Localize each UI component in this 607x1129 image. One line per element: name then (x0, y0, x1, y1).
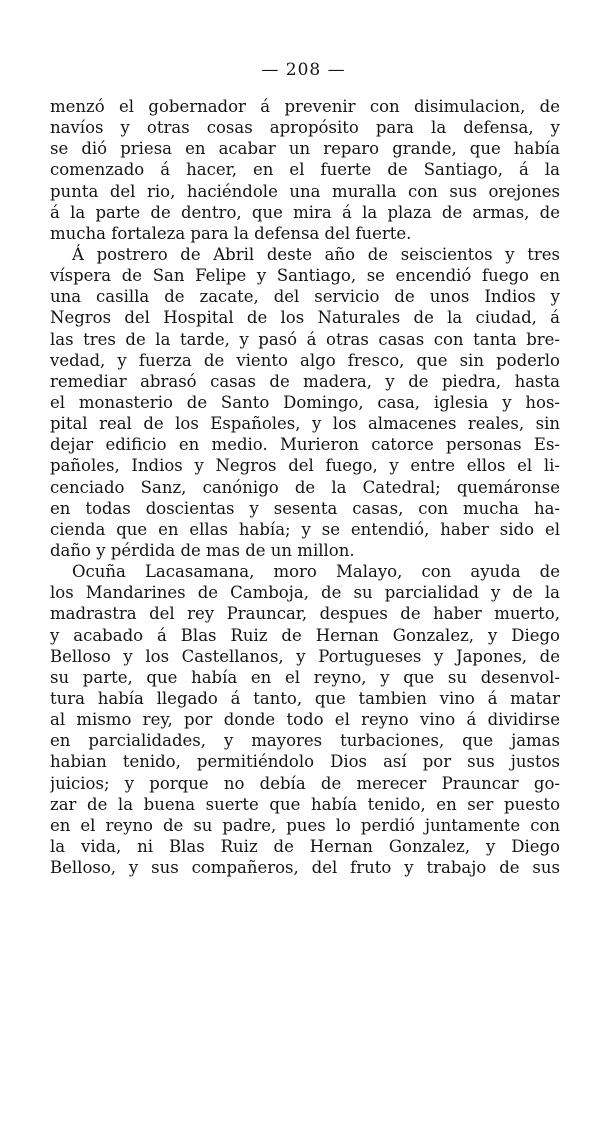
text-line: en todas doscientas y sesenta casas, con mucha ha- (50, 498, 560, 518)
paragraph-3 (50, 561, 560, 878)
text-line: vedad, y fuerza de viento algo fresco, que sin poderlo (50, 350, 560, 370)
text-line: Negros del Hospital de los Naturales de la ciudad, á (50, 308, 560, 328)
text-line: madrastra del rey Prauncar, despues de haber muerto, (50, 604, 560, 624)
text-line: el monasterio de Santo Domingo, casa, iglesia y hos- (50, 392, 560, 412)
text-line: pital real de los Españoles, y los almacenes reales, sin (50, 414, 560, 434)
text-line: dejar edificio en medio. Murieron catorce personas Es- (50, 435, 560, 455)
text-line: cienda que en ellas había; y se entendió, haber sido el (50, 519, 560, 539)
text-line: su parte, que había en el reyno, y que su desenvol- (50, 667, 560, 687)
text-line: cenciado Sanz, canónigo de la Catedral; quemáronse (50, 477, 560, 497)
text-line: en el reyno de su padre, pues lo perdió juntamente con (50, 815, 560, 835)
paragraph-1 (50, 96, 560, 244)
text-line: y acabado á Blas Ruiz de Hernan Gonzalez, y Diego (50, 625, 560, 645)
text-line: menzó el gobernador á prevenir con disimulacion, de (50, 97, 560, 116)
text-line: en parcialidades, y mayores turbaciones, que jamas (50, 731, 560, 751)
body-text (50, 96, 560, 878)
text-line: navíos y otras cosas apropósito para la defensa, y (50, 118, 560, 138)
text-line: daño y pérdida de mas de un millon. (50, 540, 355, 560)
text-line: Á postrero de Abril deste año de seiscientos y tres (72, 244, 560, 264)
text-line: una casilla de zacate, del servicio de unos Indios y (50, 287, 560, 307)
text-line: víspera de San Felipe y Santiago, se encendió fuego en (50, 266, 560, 286)
text-line: á la parte de dentro, que mira á la plaza de armas, de (50, 202, 560, 222)
text-line: Ocuña Lacasamana, moro Malayo, con ayuda de (72, 562, 560, 582)
text-line: los Mandarines de Camboja, de su parcialidad y de la (50, 583, 560, 603)
text-line: comenzado á hacer, en el fuerte de Santiago, á la (50, 160, 560, 180)
text-line: punta del rio, haciéndole una muralla con sus orejones (50, 181, 560, 201)
text-line: tura había llegado á tanto, que tambien vino á matar (50, 688, 560, 708)
text-line: la vida, ni Blas Ruiz de Hernan Gonzalez, y Diego (50, 836, 560, 856)
text-line: Belloso y los Castellanos, y Portugueses y Japones, de (50, 646, 560, 666)
paragraph-2 (50, 244, 560, 561)
page-number: — 208 — (261, 60, 346, 80)
text-line: se dió priesa en acabar un reparo grande, que había (50, 139, 560, 159)
text-line: habian tenido, permitiéndolo Dios así por sus justos (50, 752, 560, 772)
text-line: zar de la buena suerte que había tenido, en ser puesto (50, 794, 560, 814)
text-line: al mismo rey, por donde todo el reyno vino á dividirse (50, 710, 560, 730)
text-line: las tres de la tarde, y pasó á otras casas con tanta bre- (50, 329, 560, 349)
text-line: juicios; y porque no debía de merecer Prauncar go- (50, 773, 560, 793)
text-line: pañoles, Indios y Negros del fuego, y entre ellos el li- (50, 456, 560, 476)
text-line: mucha fortaleza para la defensa del fuerte. (50, 223, 412, 243)
text-line: remediar abrasó casas de madera, y de piedra, hasta (50, 371, 560, 391)
text-line: Belloso, y sus compañeros, del fruto y trabajo de sus (50, 858, 560, 878)
